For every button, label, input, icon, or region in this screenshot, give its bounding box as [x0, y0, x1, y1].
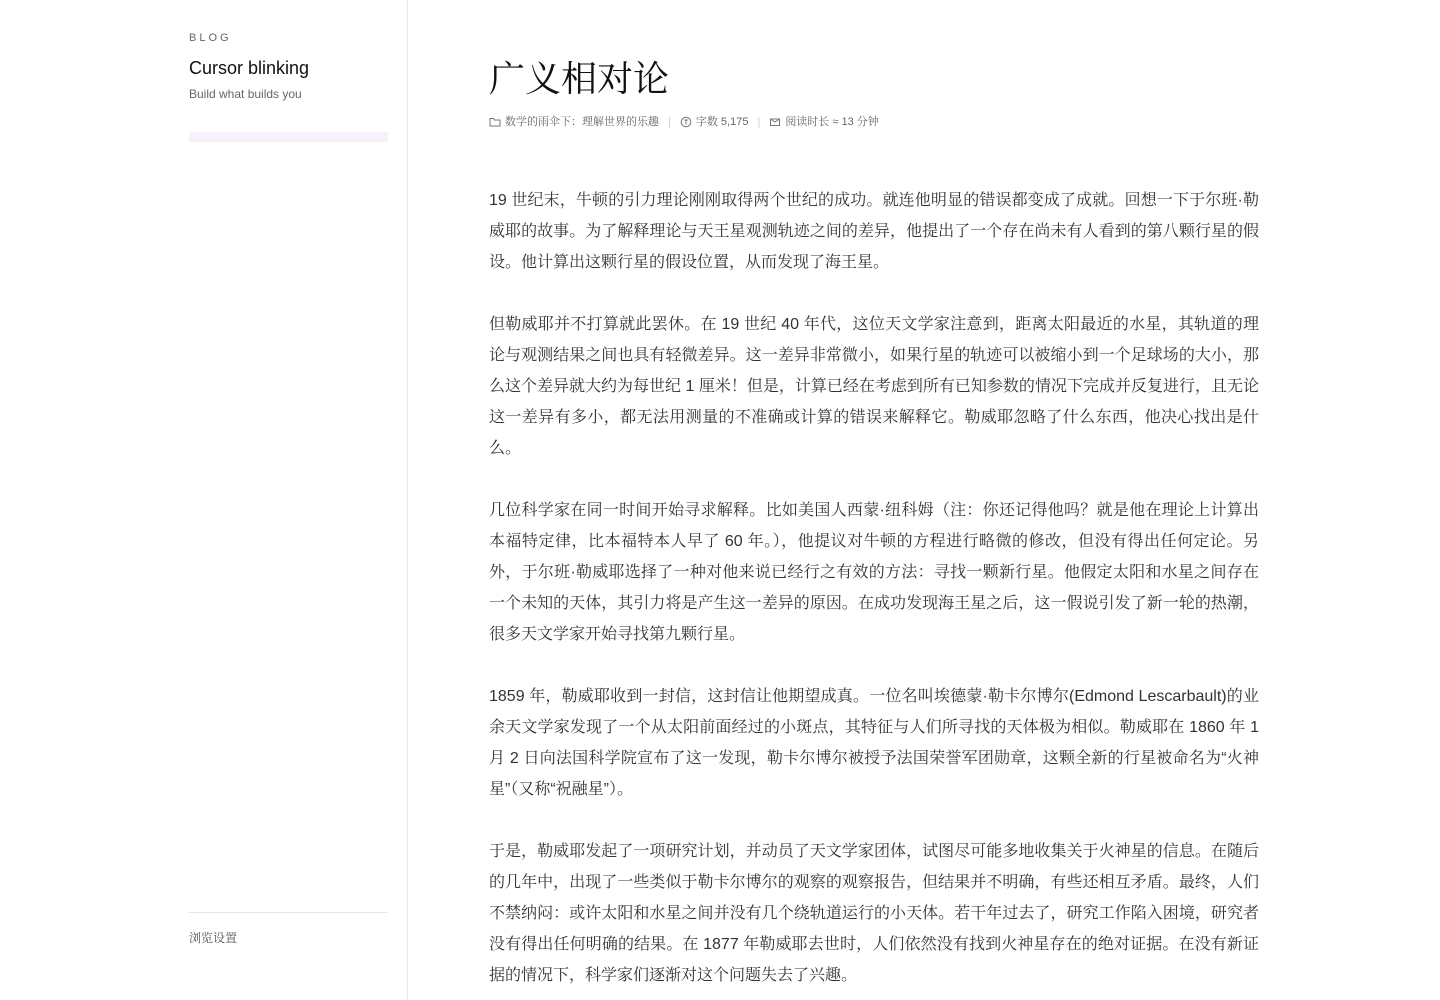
meta-word-count — [680, 114, 749, 130]
post-paragraph: 但勒威耶并不打算就此罢休。在 19 世纪 40 年代，这位天文学家注意到，距离太阳最近的水星，其轨道的理论与观测结果之间也具有轻微差异。这一差异非常微小，如果行星的轨迹可以被缩小到一个足球场的大小，那么这个差异就大约为每世纪 1 厘米！但是，计算已经在考虑到所有已知参数的情况下完成并反复进行，且无论这一差异有多小，都无法用测量的不准确或计算的错误来解释它。勒威耶忽略了什么东西，他决心找出是什么。 — [489, 316, 1259, 457]
reading-time-icon — [769, 116, 781, 128]
post-content — [489, 185, 1259, 991]
site-title-link[interactable]: Cursor blinking — [189, 58, 310, 78]
post-main — [489, 56, 1259, 1000]
word-count-icon — [680, 116, 692, 128]
folder-icon — [489, 116, 501, 128]
post-paragraph: 于是，勒威耶发起了一项研究计划，并动员了天文学家团体，试图尽可能多地收集关于火神星的信息。在随后的几年中，出现了一些类似于勒卡尔博尔的观察的观察报告，但结果并不明确，有些还相互矛盾。最终，人们不禁纳闷：或许太阳和水星之间并没有几个绕轨道运行的小天体。若干年过去了，研究工作陷入困境，研究者没有得出任何明确的结果。在 1877 年勒威耶去世时，人们依然没有找到火神星存在的绝对证据。在没有新证据的情况下，科学家们逐渐对这个问题失去了兴趣。 — [489, 843, 1259, 984]
meta-category-label: 数学的雨伞下：理解世界的乐趣 — [505, 116, 659, 128]
sidebar-nav-highlight — [189, 132, 388, 142]
meta-category[interactable] — [489, 114, 659, 130]
post-title: 广义相对论 — [489, 58, 670, 99]
post-paragraph: 几位科学家在同一时间开始寻求解释。比如美国人西蒙·纽科姆（注：你还记得他吗？就是他在理论上计算出本福特定律，比本福特本人早了 60 年。），他提议对牛顿的方程进行略微的修改，但没有得出任何定论。另外，于尔班·勒威耶选择了一种对他来说已经行之有效的方法：寻找一颗新行星。他假定太阳和水星之间存在一个未知的天体，其引力将是产生这一差异的原因。在成功发现海王星之后，这一假说引发了新一轮的热潮，很多天文学家开始寻找第九颗行星。 — [489, 502, 1259, 643]
meta-word-count-label: 字数 5,175 — [695, 116, 749, 128]
meta-separator: | — [757, 116, 761, 128]
post-meta — [489, 114, 1259, 130]
sidebar-header — [189, 30, 388, 142]
sidebar — [0, 0, 408, 1000]
meta-separator: | — [668, 116, 671, 128]
sidebar-footer — [189, 912, 388, 947]
meta-reading-time-label: 阅读时长 ≈ 13 分钟 — [785, 116, 879, 128]
post-paragraph: 1859 年，勒威耶收到一封信，这封信让他期望成真。一位名叫埃德蒙·勒卡尔博尔(Edmond Lescarbault)的业余天文学家发现了一个从太阳前面经过的小斑点，其特征与人们所寻找的天体极为相似。勒威耶在 1860 年 1 月 2 日向法国科学院宣布了这一发现，勒卡尔博尔被授予法国荣誉军团勋章，这颗全新的行星被命名为“火神星”（又称“祝融星”）。 — [489, 688, 1259, 798]
site-subtitle: Build what builds you — [189, 87, 302, 101]
post-paragraph: 19 世纪末，牛顿的引力理论刚刚取得两个世纪的成功。就连他明显的错误都变成了成就。回想一下于尔班·勒威耶的故事。为了解释理论与天王星观测轨迹之间的差异，他提出了一个存在尚未有人看到的第八颗行星的假设。他计算出这颗行星的假设位置，从而发现了海王星。 — [489, 192, 1259, 271]
blog-label: BLOG — [189, 32, 232, 44]
browse-settings-link[interactable]: 浏览设置 — [189, 931, 238, 945]
meta-reading-time — [769, 114, 878, 130]
